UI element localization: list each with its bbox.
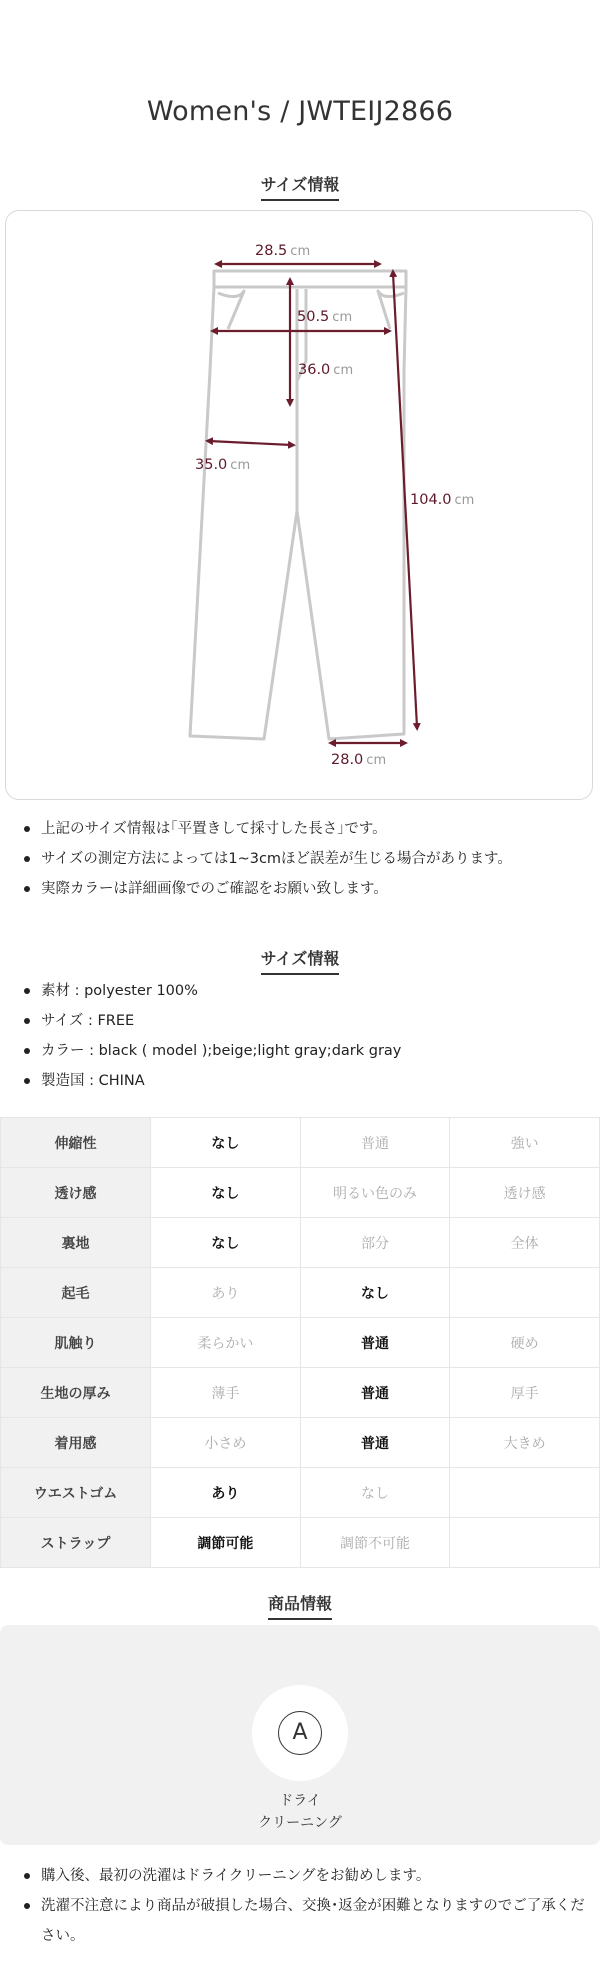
- length-unit: cm: [454, 493, 475, 508]
- care-icon-circle: [252, 1685, 348, 1781]
- hem-value: 28.0: [331, 752, 364, 768]
- pants-illustration: [6, 211, 594, 801]
- list-item: 実際カラーは詳細画像でのご確認をお願い致します。: [22, 874, 592, 904]
- list-item: サイズの測定方法によっては1~3cmほど誤差が生じる場合があります。: [22, 844, 592, 874]
- hem-measurement: [331, 752, 386, 768]
- care-label-line1: ドライ: [279, 1793, 321, 1809]
- attribute-option: 明るい色のみ: [300, 1168, 450, 1218]
- attribute-option: 部分: [300, 1218, 450, 1268]
- attribute-option-selected: 普通: [300, 1318, 450, 1368]
- list-item: 上記のサイズ情報は｢平置きして採寸した長さ｣です。: [22, 814, 592, 844]
- size-info-heading: [0, 172, 600, 201]
- attribute-option: [450, 1268, 600, 1318]
- attribute-option-selected: なし: [151, 1168, 301, 1218]
- attribute-option: 透け感: [450, 1168, 600, 1218]
- list-item: サイズ : FREE: [22, 1006, 592, 1036]
- attribute-option: 硬め: [450, 1318, 600, 1368]
- table-row: [1, 1418, 600, 1468]
- rise-measurement: [298, 362, 353, 378]
- attribute-option-selected: 調節可能: [151, 1518, 301, 1568]
- attribute-option: 強い: [450, 1118, 600, 1168]
- attribute-label: 生地の厚み: [1, 1368, 151, 1418]
- table-row: [1, 1168, 600, 1218]
- rise-unit: cm: [333, 363, 354, 378]
- list-item: 製造国 : CHINA: [22, 1066, 592, 1096]
- table-row: [1, 1318, 600, 1368]
- attribute-label: 裏地: [1, 1218, 151, 1268]
- attribute-option: 全体: [450, 1218, 600, 1268]
- size-info-heading-text: サイズ情報: [261, 172, 340, 201]
- attribute-table: [0, 1117, 600, 1568]
- thigh-unit: cm: [230, 458, 251, 473]
- list-item: 購入後、最初の洗濯はドライクリーニングをお勧めします。: [22, 1861, 592, 1891]
- attribute-label: 起毛: [1, 1268, 151, 1318]
- product-info-heading: [0, 1591, 600, 1620]
- attribute-option-selected: なし: [151, 1118, 301, 1168]
- attribute-table-body: [1, 1118, 600, 1568]
- spec-list: [22, 976, 592, 1096]
- length-value: 104.0: [410, 492, 452, 508]
- size-diagram: [5, 210, 593, 800]
- product-notes-list: [22, 1861, 592, 1951]
- spec-heading: [0, 946, 600, 975]
- hip-unit: cm: [332, 310, 353, 325]
- attribute-option-selected: 普通: [300, 1368, 450, 1418]
- attribute-option: [450, 1468, 600, 1518]
- table-row: [1, 1518, 600, 1568]
- attribute-option: 小さめ: [151, 1418, 301, 1468]
- attribute-option-selected: なし: [151, 1218, 301, 1268]
- attribute-option: あり: [151, 1268, 301, 1318]
- attribute-option-selected: あり: [151, 1468, 301, 1518]
- table-row: [1, 1268, 600, 1318]
- waist-measurement: [255, 243, 310, 259]
- table-row: [1, 1368, 600, 1418]
- table-row: [1, 1118, 600, 1168]
- attribute-label: ウエストゴム: [1, 1468, 151, 1518]
- attribute-option: 普通: [300, 1118, 450, 1168]
- attribute-label: ストラップ: [1, 1518, 151, 1568]
- hip-value: 50.5: [297, 309, 330, 325]
- attribute-option: 柔らかい: [151, 1318, 301, 1368]
- attribute-option: 大きめ: [450, 1418, 600, 1468]
- length-measurement: [410, 492, 474, 508]
- waist-unit: cm: [290, 244, 311, 259]
- attribute-option: [450, 1518, 600, 1568]
- attribute-label: 着用感: [1, 1418, 151, 1468]
- attribute-label: 伸縮性: [1, 1118, 151, 1168]
- attribute-label: 肌触り: [1, 1318, 151, 1368]
- attribute-option: 調節不可能: [300, 1518, 450, 1568]
- attribute-option-selected: 普通: [300, 1418, 450, 1468]
- waist-value: 28.5: [255, 243, 288, 259]
- hem-unit: cm: [366, 753, 387, 768]
- table-row: [1, 1468, 600, 1518]
- list-item: 洗濯不注意により商品が破損した場合、交換･返金が困難となりますのでご了承ください。: [22, 1891, 592, 1951]
- size-notes-list: [22, 814, 592, 904]
- attribute-option: 薄手: [151, 1368, 301, 1418]
- attribute-label: 透け感: [1, 1168, 151, 1218]
- care-label-line2: クリーニング: [258, 1815, 342, 1831]
- care-label: [0, 1790, 600, 1834]
- table-row: [1, 1218, 600, 1268]
- list-item: カラー : black ( model );beige;light gray;dark gray: [22, 1036, 592, 1066]
- product-info-heading-text: 商品情報: [268, 1591, 332, 1620]
- hip-measurement: [297, 309, 352, 325]
- page-title: Women's / JWTEIJ2866: [146, 96, 454, 127]
- thigh-measurement: [195, 457, 250, 473]
- spec-heading-text: サイズ情報: [261, 946, 340, 975]
- attribute-option: 厚手: [450, 1368, 600, 1418]
- attribute-option: なし: [300, 1468, 450, 1518]
- attribute-option-selected: なし: [300, 1268, 450, 1318]
- list-item: 素材 : polyester 100%: [22, 976, 592, 1006]
- care-panel: [0, 1625, 600, 1845]
- thigh-value: 35.0: [195, 457, 228, 473]
- dry-clean-icon: A: [278, 1711, 322, 1755]
- rise-value: 36.0: [298, 362, 331, 378]
